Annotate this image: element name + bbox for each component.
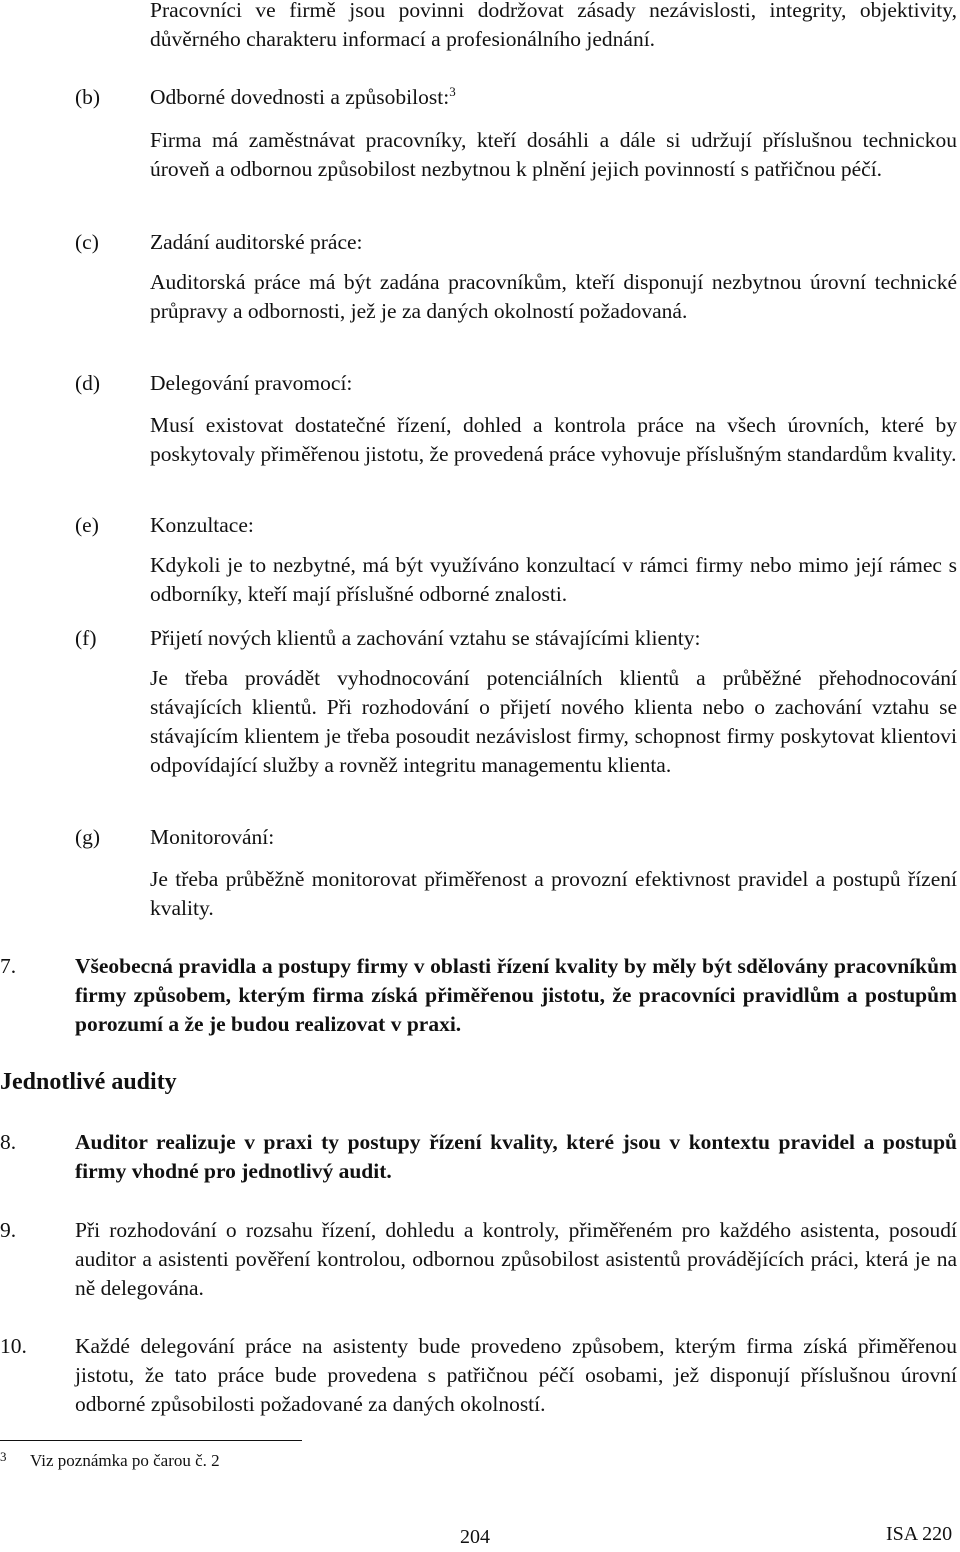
page-number: 204	[460, 1526, 490, 1548]
item-label-e: (e)	[75, 513, 99, 537]
para-9-number: 9.	[0, 1218, 17, 1242]
document-code: ISA 220	[886, 1523, 953, 1545]
item-label-f: (f)	[75, 626, 97, 650]
item-label-b: (b)	[75, 85, 101, 109]
item-text-b: Firma má zaměstnávat pracovníky, kteří dosáhli a dále si udržují příslušnou technickou úroveň a odbornou způsobilost nezbytnou k plnění jejich povinností s patřičnou péčí.	[150, 128, 957, 181]
para-10-number: 10.	[0, 1334, 27, 1358]
item-text-c: Auditorská práce má být zadána pracovníkům, kteří disponují nezbytnou úrovní technické průpravy a odbornosti, jež je za daných okolností požadovaná.	[150, 270, 957, 323]
item-title-d: Delegování pravomocí:	[150, 371, 353, 395]
item-title-b: Odborné dovednosti a způsobilost:$^3$	[150, 83, 456, 109]
item-label-g: (g)	[75, 825, 101, 849]
item-text-d: Musí existovat dostatečné řízení, dohled a kontrola práce na všech úrovních, které by poskytovaly přiměřenou jistotu, že provedená práce vyhovuje příslušným standardům kvality.	[150, 413, 957, 466]
item-text-g: Je třeba průběžně monitorovat přiměřenost a provozní efektivnost pravidel a postupů řízení kvality.	[150, 867, 957, 920]
para-8-text: Auditor realizuje v praxi ty postupy řízení kvality, které jsou v kontextu pravidel a postupů firmy vhodné pro jednotlivý audit.	[75, 1130, 957, 1183]
footnote-number: 3	[0, 1449, 7, 1464]
item-label-d: (d)	[75, 371, 101, 395]
section-heading: Jednotlivé audity	[0, 1069, 177, 1095]
item-text-f: Je třeba provádět vyhodnocování potenciálních klientů a průběžné přehodnocování stávajících klientů. Při rozhodování o přijetí nového klienta nebo o zachování vztahu se stávajícím klientem je třeba posoudit nezávislost firmy, schopnost firmy poskytovat klientovi odpovídající služby a rovněž integritu managementu klienta.	[150, 666, 957, 777]
intro-paragraph: Pracovníci ve firmě jsou povinni dodržovat zásady nezávislosti, integrity, objektivity, důvěrného charakteru informací a profesionálního jednání.	[150, 0, 957, 51]
footnote-ref: 3	[449, 83, 456, 99]
para-9-text: Při rozhodování o rozsahu řízení, dohledu a kontroly, přiměřeném pro každého asistenta, posoudí auditor a asistenti pověření kontrolou, odbornou způsobilost asistentů provádějících práci, která je na ně delegována.	[75, 1218, 957, 1300]
footnote-text: Viz poznámka po čarou č. 2	[30, 1451, 220, 1470]
para-7-number: 7.	[0, 954, 17, 978]
para-7-text: Všeobecná pravidla a postupy firmy v oblasti řízení kvality by měly být sdělovány pracovníkům firmy způsobem, kterým firma získá přiměřenou jistotu, že pracovníci pravidlům a postupům porozumí a že je budou realizovat v praxi.	[75, 954, 957, 1036]
para-8-number: 8.	[0, 1130, 17, 1154]
item-label-c: (c)	[75, 230, 99, 254]
footnote-rule	[0, 1440, 302, 1441]
item-title-e: Konzultace:	[150, 513, 254, 537]
item-title-f: Přijetí nových klientů a zachování vztahu se stávajícími klienty:	[150, 626, 701, 650]
item-text-e: Kdykoli je to nezbytné, má být využíváno konzultací v rámci firmy nebo mimo její rámec s odborníky, kteří mají příslušné odborné znalosti.	[150, 553, 957, 606]
item-title-c: Zadání auditorské práce:	[150, 230, 363, 254]
para-10-text: Každé delegování práce na asistenty bude provedeno způsobem, kterým firma získá přiměřenou jistotu, že tato práce bude provedena s patřičnou péčí osobami, jež disponují příslušnou úrovní odborné způsobilosti požadované za daných okolností.	[75, 1334, 957, 1416]
item-title-g: Monitorování:	[150, 825, 275, 849]
